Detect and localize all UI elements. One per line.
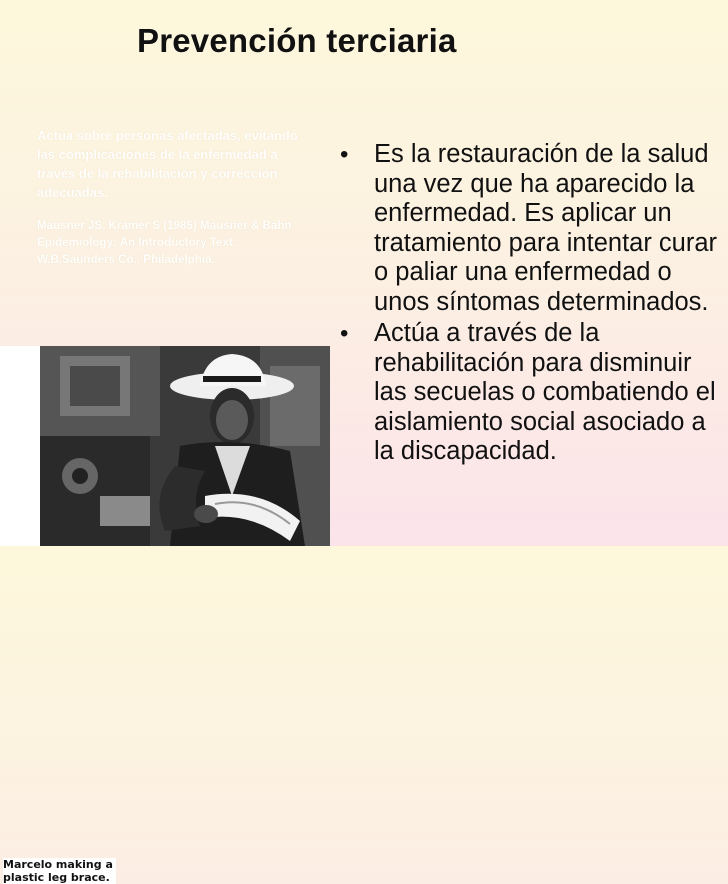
side-note bbox=[37, 126, 307, 268]
bullet-item bbox=[340, 140, 725, 317]
reference-citation: Mausner JS, Kramer S (1985) Mausner & Bahn Epidemiology: An Introductory Text. W.B.Saunders Co., Philadelphia. bbox=[37, 219, 292, 266]
photo-illustration bbox=[0, 346, 330, 546]
photo-man-making-leg-brace bbox=[0, 346, 330, 884]
caption-line: Marcelo making a bbox=[3, 858, 113, 871]
side-note-text: Actúa sobre personas afectadas, evitando las complicaciones de la enfermedad a través de la rehabilitación y corrección adecuadas. bbox=[37, 128, 298, 200]
photo-caption bbox=[3, 858, 116, 884]
caption-line: plastic leg brace. bbox=[3, 871, 110, 884]
bullet-marker: • bbox=[340, 320, 349, 347]
bullet-text: Actúa a través de la rehabilitación para disminuir las secuelas o combatiendo el aislamiento social asociado a la discapacidad. bbox=[374, 319, 716, 465]
bullet-list bbox=[340, 140, 725, 469]
slide-title: Prevención terciaria bbox=[137, 22, 457, 59]
bullet-marker: • bbox=[340, 141, 349, 168]
bullet-text: Es la restauración de la salud una vez que ha aparecido la enfermedad. Es aplicar un tratamiento para intentar curar o paliar una enfermedad o unos síntomas determinados. bbox=[374, 140, 718, 316]
bullet-item bbox=[340, 319, 725, 467]
